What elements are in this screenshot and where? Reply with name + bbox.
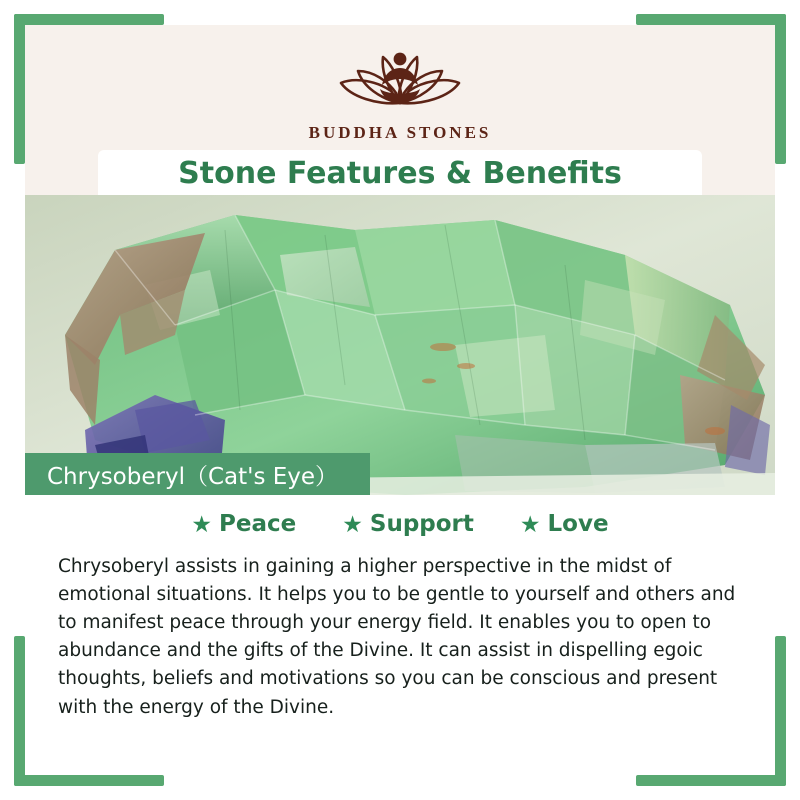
raw-green-fluorite-crystal-photo <box>25 195 775 495</box>
corner-frame-top-left-vertical <box>14 14 25 164</box>
content-card <box>25 25 775 775</box>
description-text: Chrysoberyl assists in gaining a higher perspective in the midst of emotional situations. It helps you to be gentle to yourself and others and to manifest peace through your energy field. It enables you to open to abundance and the gifts of the Divine. It can assist in dispelling egoic thoughts, beliefs and motivations so you can be conscious and present with the energy of the Divine. <box>58 556 736 718</box>
benefit-item-peace <box>191 511 296 537</box>
section-title-bar <box>98 150 702 196</box>
lotus-meditation-figure-icon <box>325 33 475 119</box>
corner-frame-bottom-left-horizontal <box>14 775 164 786</box>
star-icon: ★ <box>191 510 213 537</box>
brand-logo <box>309 33 492 143</box>
benefit-item-support <box>342 511 474 537</box>
benefit-item-love <box>520 511 609 537</box>
header-band <box>25 25 775 195</box>
stone-name-caption <box>25 453 370 495</box>
benefit-label: Support <box>369 511 474 537</box>
corner-frame-bottom-right-horizontal <box>636 775 786 786</box>
benefits-row <box>25 495 775 547</box>
corner-frame-top-left-horizontal <box>14 14 164 25</box>
stone-name-text: Chrysoberyl（Cat's Eye） <box>47 463 339 490</box>
page-title: Stone Features & Benefits <box>178 155 622 191</box>
star-icon: ★ <box>519 510 541 537</box>
corner-frame-bottom-left-vertical <box>14 636 25 786</box>
stone-photo <box>25 195 775 495</box>
corner-frame-bottom-right-vertical <box>775 636 786 786</box>
benefit-label: Love <box>547 511 609 537</box>
corner-frame-top-right-horizontal <box>636 14 786 25</box>
star-icon: ★ <box>342 510 363 537</box>
benefit-label: Peace <box>219 511 297 537</box>
brand-name: BUDDHA STONES <box>308 123 492 142</box>
corner-frame-top-right-vertical <box>775 14 786 164</box>
